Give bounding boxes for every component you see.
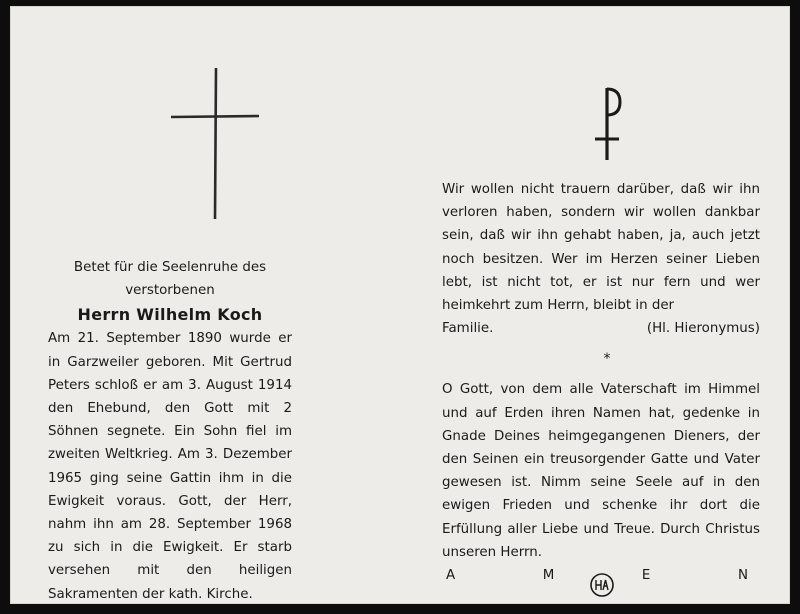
amen-letter: M [542, 568, 555, 584]
prayer-text: O Gott, von dem alle Vaterschaft im Himmel und auf Erden ihren Namen hat, gedenke in Gnade Deines heimgegangenen Dieners, der den Seinen ein treusorgender Gatte und Vater gewesen ist. Nimm seine Seele auf in den ewigen Frieden und schenke ihr dort die Erfüllung aller Liebe und Treue. Durch Christus unseren Herrn. [442, 382, 760, 560]
printer-logo-icon [589, 572, 615, 598]
deceased-name: Herrn Wilhelm Koch [77, 305, 263, 325]
intro-text: Betet für die Seelenruhe des verstorbenen [73, 260, 267, 299]
quote-source: (Hl. Hieronymus) [646, 321, 760, 337]
memorial-card [10, 6, 790, 604]
left-column [48, 256, 292, 606]
amen-letter: A [446, 568, 456, 584]
amen-letter: E [641, 568, 651, 584]
amen-letter: N [737, 568, 748, 584]
chi-rho-icon [588, 84, 628, 162]
right-column [442, 178, 760, 587]
quote-end-text: Familie. [442, 321, 494, 337]
biography-text: Am 21. September 1890 wurde er in Garzweiler geboren. Mit Gertrud Peters schloß er am 3. August 1914 den Ehebund, den Gott mit 2 Söhnen segnete. Ein Sohn fiel im zweiten Weltkrieg. Am 3. Dezember 1965 ging seine Gattin ihm in die Ewigkeit voraus. Gott, der Herr, nahm ihn am 28. September 1968 zu sich in die Ewigkeit. Er starb versehen mit den heiligen Sakramenten der kath. Kirche. [48, 331, 292, 602]
separator-asterisk: * [603, 351, 611, 368]
quote-last-line [442, 317, 760, 340]
quote-text: Wir wollen nicht trauern darüber, daß wir ihn verloren haben, sondern wir wollen dankbar sein, daß wir ihn gehabt haben, ja, auch jetzt noch besitzen. Wer im Herzen seiner Lieben lebt, ist nicht tot, er ist nur fern und wer heimkehrt zum Herrn, bleibt in der [442, 182, 760, 314]
latin-cross-icon [170, 66, 260, 221]
